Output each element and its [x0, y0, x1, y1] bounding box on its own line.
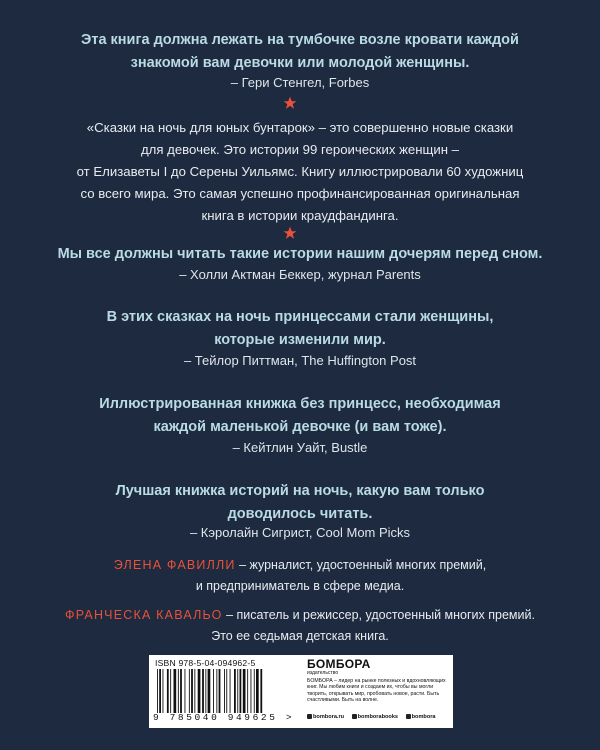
quote-attribution: – Кейтлин Уайт, Bustle [232, 440, 368, 455]
barcode-bar [216, 669, 217, 713]
author-bio-text: – журналист, удостоенный многих премий, [235, 558, 487, 572]
barcode-bar [243, 669, 246, 713]
author-name: ЭЛЕНА ФАВИЛЛИ [113, 558, 236, 572]
barcode-bar [256, 669, 259, 713]
barcode-bar [178, 669, 179, 713]
barcode-bar [170, 669, 171, 713]
description-line: для девочек. Это истории 99 героических женщин – [140, 142, 460, 157]
barcode-bar [189, 669, 190, 713]
quote-attribution: – Холли Актман Беккер, журнал Parents [179, 267, 421, 282]
barcode-bar [198, 669, 201, 713]
description-line: от Елизаветы I до Серены Уильямс. Книгу иллюстрировали 60 художниц [76, 164, 524, 179]
barcode-bar [240, 669, 242, 713]
description-line: «Сказки на ночь для юных бунтарок» – это совершенно новые сказки [86, 120, 514, 135]
quote-line: Мы все должны читать такие истории нашим дочерям перед сном. [57, 246, 543, 262]
barcode-bar [237, 669, 238, 713]
barcode-bar [224, 669, 225, 713]
quote-line: которые изменили мир. [214, 332, 386, 348]
book-description [0, 117, 600, 227]
quote-attribution: – Гери Стенгел, Forbes [230, 75, 370, 90]
barcode-bar [167, 669, 169, 713]
barcode-bar [234, 669, 236, 713]
star-icon [283, 226, 297, 240]
barcode-bar [230, 669, 231, 713]
barcode-bar [163, 669, 164, 713]
quote-line: Эта книга должна лежать на тумбочке возле кровати каждой [81, 32, 519, 48]
barcode-bar [213, 669, 214, 713]
quote-attribution: – Тейлор Питтман, The Huffington Post [183, 353, 417, 368]
barcode-bar [191, 669, 193, 713]
description-line: книга в истории краудфандинга. [201, 208, 399, 223]
quote-2 [0, 243, 600, 266]
barcode-panel [149, 655, 453, 728]
publisher-socials [307, 714, 442, 720]
publisher-description: БОМБОРА – лидер на рынке полезных и вдохновляющих книг. Мы любим книги и создаем их, чтобы вы могли творить, открывать мир, пробовать новое, расти. Быть счастливыми. Быть на волне. [307, 678, 446, 704]
author-name: ФРАНЧЕСКА КАВАЛЬО [65, 608, 223, 622]
isbn-number: ISBN 978-5-04-094962-5 [155, 658, 256, 668]
quote-line: каждой маленькой девочке (и вам тоже). [153, 419, 447, 435]
author-bio-1-line2: и предприниматель в сфере медиа. [195, 579, 405, 593]
quote-line: В этих сказках на ночь принцессами стали женщины, [106, 309, 494, 325]
barcode-bar [194, 669, 195, 713]
barcode-bar [251, 669, 252, 713]
social-link-2[interactable]: bombora [406, 714, 436, 720]
quote-4 [0, 393, 600, 439]
quote-attribution: – Кэролайн Сигрист, Cool Mom Picks [189, 525, 411, 540]
author-bio-2 [0, 605, 600, 625]
barcode-bar [174, 669, 177, 713]
vk-icon [352, 714, 357, 719]
web-icon [307, 714, 312, 719]
barcode-image [155, 669, 301, 713]
barcode-bar [202, 669, 204, 713]
author-bio-2-line2: Это ее седьмая детская книга. [211, 629, 389, 643]
barcode-bar [247, 669, 248, 713]
quote-line: Лучшая книжка историй на ночь, какую вам только [115, 483, 485, 499]
barcode-bar [219, 669, 221, 713]
quote-3 [0, 306, 600, 352]
publisher-subtitle: издательство [307, 670, 339, 676]
instagram-icon [406, 714, 411, 719]
barcode-bar [185, 669, 186, 713]
barcode-bar [159, 669, 161, 713]
quote-line: доводилось читать. [227, 506, 373, 522]
quote-line: Иллюстрированная книжка без принцесс, необходимая [99, 396, 501, 412]
quote-line: знакомой вам девочки или молодой женщины. [130, 55, 470, 71]
description-line: со всего мира. Это самая успешно профинансированная оригинальная [80, 186, 520, 201]
barcode-digits: 9 785040 949625 > [153, 712, 295, 723]
quote-5 [0, 480, 600, 526]
star-icon [283, 96, 297, 110]
social-link-1[interactable]: bomborabooks [352, 714, 398, 720]
barcode-bar [157, 669, 158, 713]
website-link[interactable]: bombora.ru [307, 714, 344, 720]
barcode-bar [205, 669, 206, 713]
quote-1 [0, 29, 600, 75]
publisher-info [307, 658, 449, 704]
author-bio-text: – писатель и режиссер, удостоенный многих премий. [222, 608, 535, 622]
barcode-bar [226, 669, 227, 713]
barcode-bar [254, 669, 255, 713]
barcode-bar [180, 669, 182, 713]
publisher-name: БОМБОРА [307, 657, 371, 671]
barcode-bar [208, 669, 211, 713]
barcode-bar [260, 669, 262, 713]
author-bio-1 [0, 555, 600, 575]
